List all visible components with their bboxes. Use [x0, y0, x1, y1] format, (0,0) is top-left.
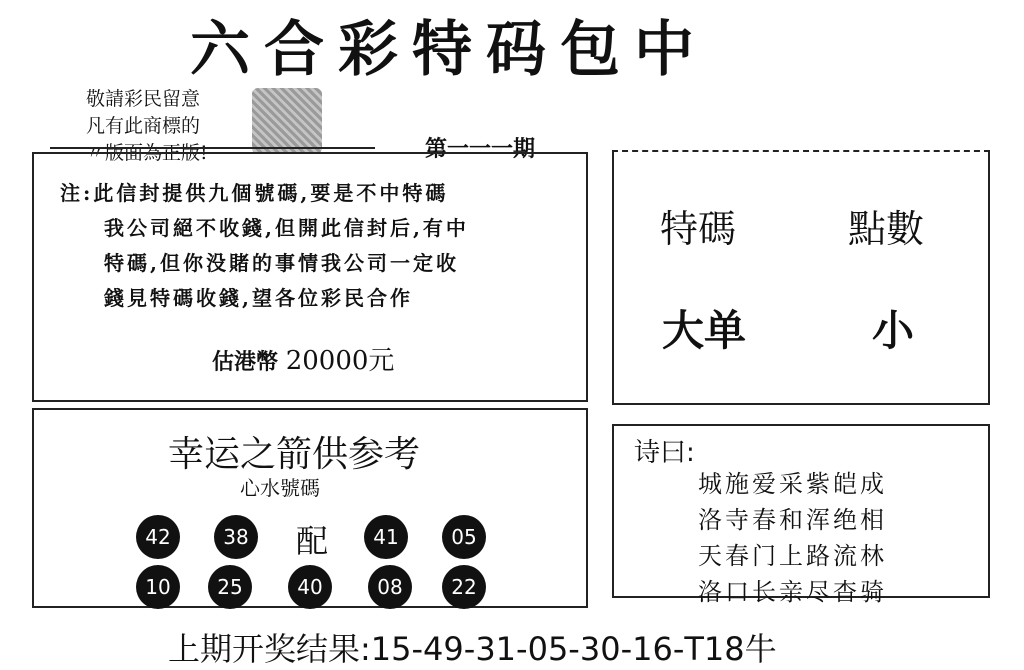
notice-line: 敬請彩民留意	[86, 88, 201, 110]
poem-title: 诗曰:	[634, 438, 695, 468]
dianshu-label: 點數	[848, 207, 925, 251]
note-line: 錢見特碼收錢,望各位彩民合作	[104, 286, 413, 310]
poem-line: 洛口长亲尽杳骑	[698, 578, 887, 606]
notice-line: 凡有此商標的	[86, 115, 201, 137]
trademark-stamp-image	[252, 88, 322, 154]
tema-label: 特碼	[660, 207, 737, 251]
number-ball: 25	[208, 565, 252, 609]
number-ball: 05	[442, 515, 486, 559]
number-ball: 41	[364, 515, 408, 559]
notice-line: 〃版面為正版!	[86, 142, 208, 164]
poem-line: 洛寺春和浑绝相	[698, 506, 887, 534]
note-line: 我公司絕不收錢,但開此信封后,有中	[104, 216, 469, 240]
poem-text	[698, 466, 887, 610]
number-ball: 10	[136, 565, 180, 609]
number-ball: 22	[442, 565, 486, 609]
last-draw-result: 上期开奖结果:15-49-31-05-30-16-T18牛	[168, 630, 777, 668]
number-ball: 40	[288, 565, 332, 609]
dianshu-value: 小	[872, 306, 915, 355]
guarantee-note-text	[60, 176, 560, 316]
pair-label: 配	[296, 522, 329, 560]
deposit-amount: 20000元	[285, 346, 395, 376]
divider-line	[50, 147, 375, 149]
note-line: 特碼,但你没賭的事情我公司一定收	[104, 251, 459, 275]
tema-value: 大单	[662, 306, 747, 355]
lucky-title: 幸运之箭供参考	[168, 434, 421, 475]
number-ball: 42	[136, 515, 180, 559]
number-ball: 08	[368, 565, 412, 609]
lucky-subtitle: 心水號碼	[240, 476, 320, 500]
tema-box	[612, 150, 990, 405]
deposit-label: 估港幣	[212, 349, 279, 375]
poem-line: 天春门上路流林	[698, 542, 887, 570]
deposit-line	[212, 340, 394, 377]
issue-period: 第一一一期	[425, 136, 536, 162]
note-line: 注:此信封提供九個號碼,要是不中特碼	[60, 181, 449, 205]
poem-line: 城施爱采紫皑成	[698, 470, 887, 498]
page-title: 六合彩特码包中	[190, 15, 708, 85]
number-ball: 38	[214, 515, 258, 559]
